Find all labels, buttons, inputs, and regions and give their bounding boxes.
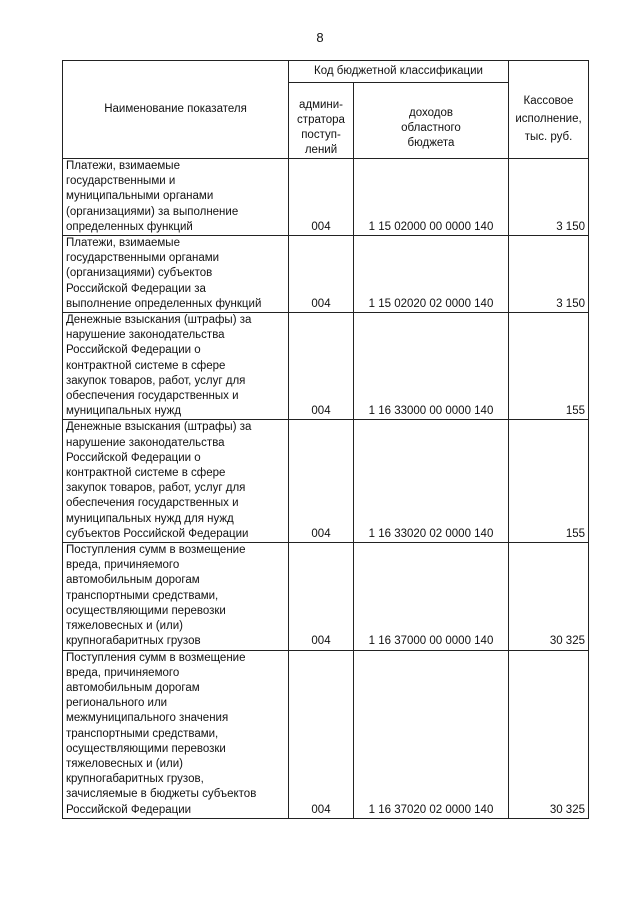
- amount-cell: 30 325: [509, 650, 589, 818]
- amount-cell: 155: [509, 313, 589, 420]
- amount-cell: 3 150: [509, 159, 589, 236]
- amount-cell: 30 325: [509, 543, 589, 650]
- income-code-cell: 1 15 02020 02 0000 140: [354, 236, 509, 313]
- header-classification-group: [289, 61, 509, 83]
- amount-cell: 3 150: [509, 236, 589, 313]
- admin-code-cell: 004: [289, 650, 354, 818]
- indicator-name-cell: Поступления сумм в возмещение вреда, причиняемого автомобильным дорогам транспортными средствами, осуществляющими перевозки тяжеловесных и (или) крупногабаритных грузов: [63, 543, 289, 650]
- table-row: [63, 159, 589, 236]
- header-admin: [289, 83, 354, 159]
- indicator-name-cell: Поступления сумм в возмещение вреда, причиняемого автомобильным дорогам регионального или межмуниципального значения транспортными средствами, осуществляющими перевозки тяжеловесных и (или) крупногабаритных грузов, зачисляемые в бюджеты субъектов Российской Федерации: [63, 650, 289, 818]
- income-code-cell: 1 16 33000 00 0000 140: [354, 313, 509, 420]
- income-code-cell: 1 15 02000 00 0000 140: [354, 159, 509, 236]
- table-row: [63, 543, 589, 650]
- admin-code-cell: 004: [289, 236, 354, 313]
- income-code-cell: 1 16 37020 02 0000 140: [354, 650, 509, 818]
- income-code-cell: 1 16 33020 02 0000 140: [354, 420, 509, 543]
- header-amount: [509, 61, 589, 159]
- header-name: [63, 61, 289, 159]
- indicator-name-cell: Денежные взыскания (штрафы) за нарушение законодательства Российской Федерации о контрактной системе в сфере закупок товаров, работ, услуг для обеспечения государственных и муниципальных нужд для нужд субъектов Российской Федерации: [63, 420, 289, 543]
- admin-code-cell: 004: [289, 313, 354, 420]
- table-row: [63, 236, 589, 313]
- table-row: [63, 420, 589, 543]
- page-number: 8: [316, 30, 324, 45]
- table-row: [63, 650, 589, 818]
- header-group-label: Код бюджетной классификации: [314, 64, 483, 77]
- table-row: [63, 313, 589, 420]
- admin-code-cell: 004: [289, 543, 354, 650]
- header-income-label: доходов областного бюджета: [401, 106, 461, 149]
- budget-table: [62, 60, 589, 819]
- header-income: [354, 83, 509, 159]
- indicator-name-cell: Денежные взыскания (штрафы) за нарушение законодательства Российской Федерации о контрактной системе в сфере закупок товаров, работ, услуг для обеспечения государственных и муниципальных нужд: [63, 313, 289, 420]
- amount-cell: 155: [509, 420, 589, 543]
- header-admin-label: админи- стратора поступ- лений: [297, 99, 345, 156]
- income-code-cell: 1 16 37000 00 0000 140: [354, 543, 509, 650]
- indicator-name-cell: Платежи, взимаемые государственными органами (организациями) субъектов Российской Федерации за выполнение определенных функций: [63, 236, 289, 313]
- indicator-name-cell: Платежи, взимаемые государственными и муниципальными органами (организациями) за выполнение определенных функций: [63, 159, 289, 236]
- admin-code-cell: 004: [289, 159, 354, 236]
- header-row-1: [63, 61, 589, 83]
- header-amount-label: Кассовое исполнение, тыс. руб.: [515, 94, 582, 143]
- admin-code-cell: 004: [289, 420, 354, 543]
- header-name-label: Наименование показателя: [104, 102, 247, 115]
